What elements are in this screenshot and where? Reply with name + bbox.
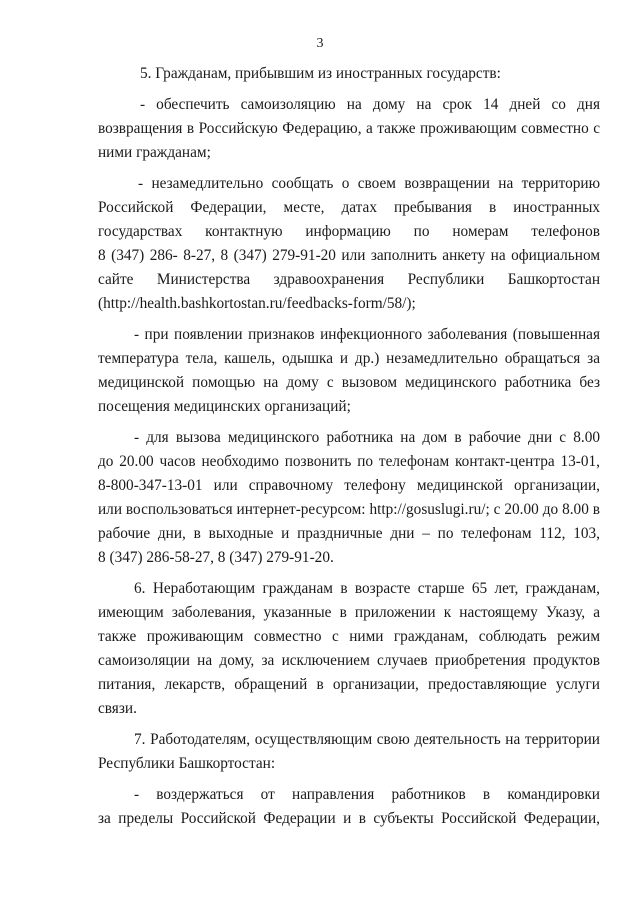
text-line: за пределы Российской Федерации и в субъекты Российской Федерации, — [98, 810, 600, 827]
text-line: имеющим заболевания, указанные в приложении к настоящему Указу, а — [98, 604, 600, 621]
text-line: также проживающим совместно с ними гражданам, соблюдать режим — [98, 628, 600, 645]
text-line: - для вызова медицинского работника на дом в рабочие дни с 8.00 — [134, 429, 600, 446]
text-line: 5. Гражданам, прибывшим из иностранных государств: — [140, 65, 501, 82]
text-line: - обеспечить самоизоляцию на дому на срок 14 дней со дня — [140, 96, 600, 113]
text-line: 8 (347) 286- 8-27, 8 (347) 279-91-20 или заполнить анкету на официальном — [98, 247, 600, 264]
paragraph — [98, 172, 600, 316]
text-line: Республики Башкортостан: — [98, 755, 276, 772]
text-line: (http://health.bashkortostan.ru/feedbacks-form/58/); — [98, 295, 416, 312]
text-line: до 20.00 часов необходимо позвонить по телефонам контакт-центра 13-01, — [98, 453, 600, 470]
paragraph — [98, 426, 600, 570]
text-line: 6. Неработающим гражданам в возрасте старше 65 лет, гражданам, — [134, 580, 600, 597]
text-line: рабочие дни, в выходные и праздничные дни – по телефонам 112, 103, — [98, 525, 600, 542]
text-line: самоизоляции на дому, за исключением случаев приобретения продуктов — [98, 652, 600, 669]
document-body — [98, 62, 600, 838]
text-line: 7. Работодателям, осуществляющим свою деятельность на территории — [134, 731, 600, 748]
paragraph — [98, 62, 600, 86]
text-line: посещения медицинских организаций; — [98, 398, 351, 415]
text-line: или воспользоваться интернет-ресурсом: http://gosuslugi.ru/; с 20.00 до 8.00 в — [98, 501, 600, 518]
text-line: 8-800-347-13-01 или справочному телефону медицинской организации, — [98, 477, 600, 494]
paragraph — [98, 577, 600, 721]
text-line: государствах контактную информацию по номерам телефонов — [98, 223, 600, 240]
paragraph — [98, 323, 600, 419]
text-line: Российской Федерации, месте, датах пребывания в иностранных — [98, 199, 600, 216]
paragraph — [98, 93, 600, 165]
text-line: - при появлении признаков инфекционного заболевания (повышенная — [134, 326, 600, 343]
text-line: температура тела, кашель, одышка и др.) незамедлительно обращаться за — [98, 350, 600, 367]
page-number: 3 — [316, 36, 324, 51]
text-line: сайте Министерства здравоохранения Республики Башкортостан — [98, 271, 600, 288]
text-line: - незамедлительно сообщать о своем возвращении на территорию — [138, 175, 600, 192]
text-line: связи. — [98, 700, 137, 717]
text-line: - воздержаться от направления работников в командировки — [134, 786, 600, 803]
text-line: питания, лекарств, обращений в организации, предоставляющие услуги — [98, 676, 600, 693]
text-line: медицинской помощью на дому с вызовом медицинского работника без — [98, 374, 600, 391]
text-line: 8 (347) 286-58-27, 8 (347) 279-91-20. — [98, 549, 334, 566]
paragraph — [98, 783, 600, 831]
paragraph — [98, 728, 600, 776]
text-line: ними гражданам; — [98, 144, 211, 161]
text-line: возвращения в Российскую Федерацию, а также проживающим совместно с — [98, 120, 600, 137]
